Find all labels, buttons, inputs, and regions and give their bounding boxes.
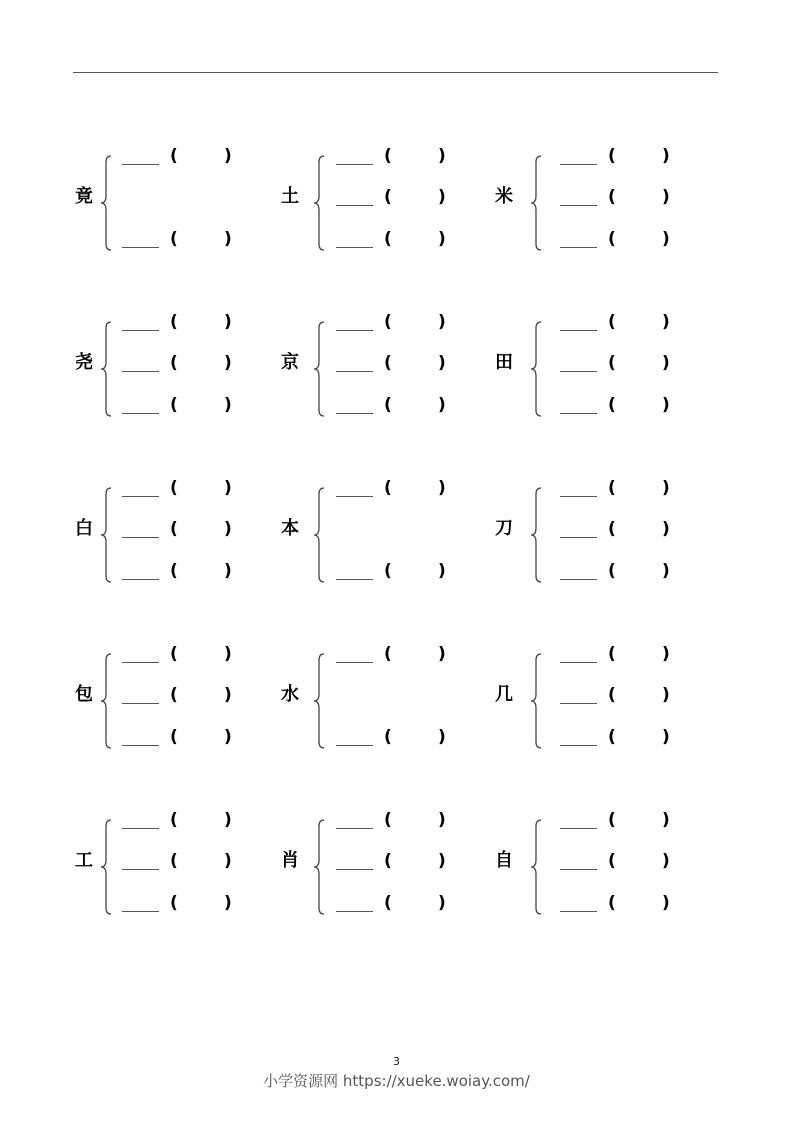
source-character: 白	[75, 518, 93, 540]
pinyin-close-paren: )	[438, 851, 446, 871]
curly-brace-icon	[530, 818, 544, 916]
pinyin-answer-input[interactable]	[182, 561, 222, 581]
pinyin-answer-input[interactable]	[620, 395, 660, 415]
answer-row	[336, 189, 450, 209]
answer-row	[336, 397, 450, 417]
polyphone-group	[495, 812, 705, 912]
word-blank-input[interactable]	[122, 745, 159, 746]
answer-row	[560, 480, 674, 500]
pinyin-answer-input[interactable]	[182, 727, 222, 747]
answer-row	[560, 314, 674, 334]
polyphone-group	[281, 480, 491, 580]
pinyin-open-paren: (	[384, 727, 392, 747]
pinyin-open-paren: (	[608, 312, 616, 332]
pinyin-close-paren: )	[662, 561, 670, 581]
curly-brace-icon	[313, 154, 327, 252]
pinyin-answer-input[interactable]	[182, 519, 222, 539]
source-character: 工	[75, 850, 93, 872]
pinyin-open-paren: (	[170, 478, 178, 498]
pinyin-close-paren: )	[224, 395, 232, 415]
word-blank-input[interactable]	[560, 703, 597, 704]
curly-brace-icon	[530, 320, 544, 418]
word-blank-input[interactable]	[560, 745, 597, 746]
pinyin-answer-input[interactable]	[620, 561, 660, 581]
pinyin-open-paren: (	[170, 644, 178, 664]
polyphone-group	[495, 148, 705, 248]
pinyin-answer-input[interactable]	[182, 229, 222, 249]
curly-brace-icon	[100, 818, 114, 916]
source-character: 刀	[495, 518, 513, 540]
pinyin-close-paren: )	[662, 810, 670, 830]
word-blank-input[interactable]	[122, 247, 159, 248]
pinyin-close-paren: )	[224, 685, 232, 705]
curly-brace-icon	[313, 818, 327, 916]
pinyin-answer-input[interactable]	[620, 893, 660, 913]
pinyin-close-paren: )	[438, 187, 446, 207]
source-character: 竟	[75, 186, 93, 208]
word-blank-input[interactable]	[336, 371, 373, 372]
pinyin-open-paren: (	[170, 395, 178, 415]
pinyin-close-paren: )	[662, 519, 670, 539]
pinyin-answer-input[interactable]	[182, 893, 222, 913]
word-blank-input[interactable]	[560, 413, 597, 414]
pinyin-open-paren: (	[608, 229, 616, 249]
source-character: 水	[281, 684, 299, 706]
pinyin-answer-input[interactable]	[182, 478, 222, 498]
word-blank-input[interactable]	[336, 205, 373, 206]
word-blank-input[interactable]	[560, 205, 597, 206]
word-blank-input[interactable]	[336, 662, 373, 663]
pinyin-close-paren: )	[438, 229, 446, 249]
answer-row	[560, 231, 674, 251]
word-blank-input[interactable]	[560, 537, 597, 538]
pinyin-open-paren: (	[384, 312, 392, 332]
answer-row	[560, 853, 674, 873]
answer-row	[122, 148, 236, 168]
pinyin-open-paren: (	[384, 644, 392, 664]
pinyin-close-paren: )	[662, 353, 670, 373]
answer-row	[122, 521, 236, 541]
curly-brace-icon	[313, 486, 327, 584]
pinyin-answer-input[interactable]	[620, 478, 660, 498]
word-blank-input[interactable]	[336, 745, 373, 746]
pinyin-answer-input[interactable]	[396, 810, 436, 830]
pinyin-open-paren: (	[608, 644, 616, 664]
footer-source: 小学资源网 https://xueke.woiay.com/	[263, 1072, 530, 1090]
pinyin-close-paren: )	[438, 312, 446, 332]
curly-brace-icon	[100, 154, 114, 252]
answer-row	[336, 853, 450, 873]
pinyin-open-paren: (	[384, 146, 392, 166]
word-blank-input[interactable]	[122, 330, 159, 331]
word-blank-input[interactable]	[560, 164, 597, 165]
source-character: 尧	[75, 352, 93, 374]
word-blank-input[interactable]	[336, 164, 373, 165]
pinyin-answer-input[interactable]	[182, 353, 222, 373]
word-blank-input[interactable]	[122, 911, 159, 912]
pinyin-close-paren: )	[438, 893, 446, 913]
page-number: 3	[393, 1055, 400, 1068]
curly-brace-icon	[100, 486, 114, 584]
answer-row	[336, 646, 450, 666]
word-blank-input[interactable]	[560, 371, 597, 372]
answer-row	[560, 687, 674, 707]
source-character: 田	[495, 352, 513, 374]
curly-brace-icon	[530, 154, 544, 252]
pinyin-answer-input[interactable]	[396, 893, 436, 913]
pinyin-close-paren: )	[224, 561, 232, 581]
word-blank-input[interactable]	[122, 828, 159, 829]
pinyin-close-paren: )	[662, 229, 670, 249]
answer-row	[122, 895, 236, 915]
word-blank-input[interactable]	[560, 496, 597, 497]
pinyin-open-paren: (	[170, 353, 178, 373]
answer-row	[336, 812, 450, 832]
pinyin-answer-input[interactable]	[620, 146, 660, 166]
word-blank-input[interactable]	[122, 537, 159, 538]
answer-row	[560, 189, 674, 209]
pinyin-open-paren: (	[608, 851, 616, 871]
pinyin-open-paren: (	[608, 685, 616, 705]
pinyin-answer-input[interactable]	[396, 395, 436, 415]
word-blank-input[interactable]	[560, 579, 597, 580]
answer-row	[122, 314, 236, 334]
polyphone-group	[281, 646, 491, 746]
pinyin-close-paren: )	[224, 478, 232, 498]
pinyin-open-paren: (	[170, 229, 178, 249]
answer-row	[122, 853, 236, 873]
pinyin-open-paren: (	[384, 851, 392, 871]
pinyin-close-paren: )	[438, 810, 446, 830]
source-character: 几	[495, 684, 513, 706]
word-blank-input[interactable]	[122, 703, 159, 704]
pinyin-open-paren: (	[170, 893, 178, 913]
answer-row	[122, 812, 236, 832]
source-character: 肖	[281, 850, 299, 872]
answer-row	[122, 397, 236, 417]
word-blank-input[interactable]	[560, 662, 597, 663]
word-blank-input[interactable]	[122, 164, 159, 165]
answer-row	[122, 231, 236, 251]
answer-row	[336, 355, 450, 375]
pinyin-answer-input[interactable]	[182, 146, 222, 166]
pinyin-open-paren: (	[384, 478, 392, 498]
pinyin-open-paren: (	[384, 229, 392, 249]
pinyin-answer-input[interactable]	[396, 146, 436, 166]
word-blank-input[interactable]	[336, 413, 373, 414]
pinyin-open-paren: (	[170, 312, 178, 332]
pinyin-answer-input[interactable]	[182, 685, 222, 705]
pinyin-answer-input[interactable]	[620, 810, 660, 830]
pinyin-close-paren: )	[224, 229, 232, 249]
source-character: 米	[495, 186, 513, 208]
pinyin-open-paren: (	[384, 810, 392, 830]
pinyin-open-paren: (	[608, 727, 616, 747]
word-blank-input[interactable]	[122, 869, 159, 870]
pinyin-answer-input[interactable]	[396, 851, 436, 871]
word-blank-input[interactable]	[336, 496, 373, 497]
word-blank-input[interactable]	[336, 911, 373, 912]
polyphone-group	[75, 812, 285, 912]
pinyin-answer-input[interactable]	[396, 644, 436, 664]
pinyin-open-paren: (	[384, 353, 392, 373]
source-character: 本	[281, 518, 299, 540]
pinyin-open-paren: (	[384, 561, 392, 581]
word-blank-input[interactable]	[122, 662, 159, 663]
word-blank-input[interactable]	[122, 413, 159, 414]
answer-row	[560, 729, 674, 749]
word-blank-input[interactable]	[560, 247, 597, 248]
pinyin-answer-input[interactable]	[182, 644, 222, 664]
word-blank-input[interactable]	[336, 330, 373, 331]
answer-row	[560, 563, 674, 583]
answer-row	[560, 521, 674, 541]
pinyin-open-paren: (	[608, 893, 616, 913]
pinyin-close-paren: )	[662, 187, 670, 207]
pinyin-close-paren: )	[662, 312, 670, 332]
pinyin-answer-input[interactable]	[182, 395, 222, 415]
answer-row	[560, 148, 674, 168]
source-character: 包	[75, 684, 93, 706]
polyphone-group	[75, 314, 285, 414]
pinyin-answer-input[interactable]	[620, 187, 660, 207]
word-blank-input[interactable]	[560, 911, 597, 912]
pinyin-answer-input[interactable]	[182, 810, 222, 830]
pinyin-close-paren: )	[438, 146, 446, 166]
pinyin-open-paren: (	[384, 893, 392, 913]
pinyin-open-paren: (	[608, 478, 616, 498]
answer-row	[560, 397, 674, 417]
polyphone-group	[281, 148, 491, 248]
pinyin-answer-input[interactable]	[620, 851, 660, 871]
pinyin-answer-input[interactable]	[620, 353, 660, 373]
answer-row	[336, 314, 450, 334]
polyphone-group	[495, 646, 705, 746]
pinyin-close-paren: )	[662, 146, 670, 166]
source-character: 京	[281, 352, 299, 374]
pinyin-close-paren: )	[224, 851, 232, 871]
pinyin-answer-input[interactable]	[620, 727, 660, 747]
pinyin-close-paren: )	[224, 644, 232, 664]
pinyin-open-paren: (	[170, 561, 178, 581]
pinyin-close-paren: )	[438, 478, 446, 498]
word-blank-input[interactable]	[560, 828, 597, 829]
source-character: 土	[281, 186, 299, 208]
pinyin-answer-input[interactable]	[620, 685, 660, 705]
pinyin-open-paren: (	[608, 146, 616, 166]
answer-row	[122, 646, 236, 666]
pinyin-answer-input[interactable]	[182, 851, 222, 871]
pinyin-close-paren: )	[224, 312, 232, 332]
pinyin-answer-input[interactable]	[396, 312, 436, 332]
pinyin-close-paren: )	[438, 353, 446, 373]
answer-row	[122, 563, 236, 583]
curly-brace-icon	[100, 652, 114, 750]
answer-row	[560, 355, 674, 375]
answer-row	[336, 563, 450, 583]
pinyin-close-paren: )	[662, 478, 670, 498]
curly-brace-icon	[313, 652, 327, 750]
answer-row	[560, 895, 674, 915]
pinyin-close-paren: )	[438, 395, 446, 415]
pinyin-close-paren: )	[662, 644, 670, 664]
pinyin-close-paren: )	[224, 353, 232, 373]
pinyin-open-paren: (	[170, 685, 178, 705]
word-blank-input[interactable]	[122, 371, 159, 372]
pinyin-answer-input[interactable]	[182, 312, 222, 332]
word-blank-input[interactable]	[560, 330, 597, 331]
polyphone-group	[495, 480, 705, 580]
pinyin-open-paren: (	[170, 519, 178, 539]
answer-row	[336, 729, 450, 749]
pinyin-close-paren: )	[224, 727, 232, 747]
pinyin-open-paren: (	[170, 146, 178, 166]
polyphone-group	[495, 314, 705, 414]
answer-row	[122, 687, 236, 707]
pinyin-answer-input[interactable]	[396, 187, 436, 207]
pinyin-close-paren: )	[438, 561, 446, 581]
word-blank-input[interactable]	[336, 828, 373, 829]
word-blank-input[interactable]	[122, 496, 159, 497]
pinyin-answer-input[interactable]	[396, 727, 436, 747]
pinyin-close-paren: )	[662, 851, 670, 871]
word-blank-input[interactable]	[336, 579, 373, 580]
pinyin-open-paren: (	[384, 395, 392, 415]
polyphone-group	[75, 646, 285, 746]
pinyin-open-paren: (	[170, 727, 178, 747]
pinyin-close-paren: )	[224, 893, 232, 913]
polyphone-group	[75, 148, 285, 248]
answer-row	[336, 231, 450, 251]
header-rule	[73, 72, 718, 73]
pinyin-open-paren: (	[608, 810, 616, 830]
answer-row	[122, 480, 236, 500]
pinyin-answer-input[interactable]	[396, 561, 436, 581]
polyphone-group	[281, 314, 491, 414]
answer-row	[336, 895, 450, 915]
answer-row	[122, 729, 236, 749]
pinyin-answer-input[interactable]	[620, 312, 660, 332]
pinyin-close-paren: )	[438, 727, 446, 747]
pinyin-close-paren: )	[224, 519, 232, 539]
curly-brace-icon	[100, 320, 114, 418]
pinyin-close-paren: )	[662, 685, 670, 705]
pinyin-open-paren: (	[170, 810, 178, 830]
polyphone-group	[75, 480, 285, 580]
answer-row	[336, 148, 450, 168]
pinyin-answer-input[interactable]	[620, 229, 660, 249]
curly-brace-icon	[313, 320, 327, 418]
answer-row	[560, 812, 674, 832]
curly-brace-icon	[530, 652, 544, 750]
pinyin-answer-input[interactable]	[396, 478, 436, 498]
pinyin-open-paren: (	[608, 187, 616, 207]
pinyin-open-paren: (	[608, 395, 616, 415]
pinyin-open-paren: (	[608, 519, 616, 539]
pinyin-open-paren: (	[608, 353, 616, 373]
pinyin-answer-input[interactable]	[620, 519, 660, 539]
pinyin-answer-input[interactable]	[396, 353, 436, 373]
pinyin-open-paren: (	[608, 561, 616, 581]
pinyin-close-paren: )	[662, 893, 670, 913]
pinyin-open-paren: (	[170, 851, 178, 871]
pinyin-open-paren: (	[384, 187, 392, 207]
pinyin-close-paren: )	[224, 810, 232, 830]
pinyin-answer-input[interactable]	[620, 644, 660, 664]
word-blank-input[interactable]	[560, 869, 597, 870]
pinyin-close-paren: )	[224, 146, 232, 166]
word-blank-input[interactable]	[122, 579, 159, 580]
answer-row	[560, 646, 674, 666]
polyphone-group	[281, 812, 491, 912]
word-blank-input[interactable]	[336, 869, 373, 870]
pinyin-close-paren: )	[662, 727, 670, 747]
word-blank-input[interactable]	[336, 247, 373, 248]
source-character: 自	[495, 850, 513, 872]
answer-row	[122, 355, 236, 375]
answer-row	[336, 480, 450, 500]
pinyin-answer-input[interactable]	[396, 229, 436, 249]
pinyin-close-paren: )	[438, 644, 446, 664]
pinyin-close-paren: )	[662, 395, 670, 415]
curly-brace-icon	[530, 486, 544, 584]
